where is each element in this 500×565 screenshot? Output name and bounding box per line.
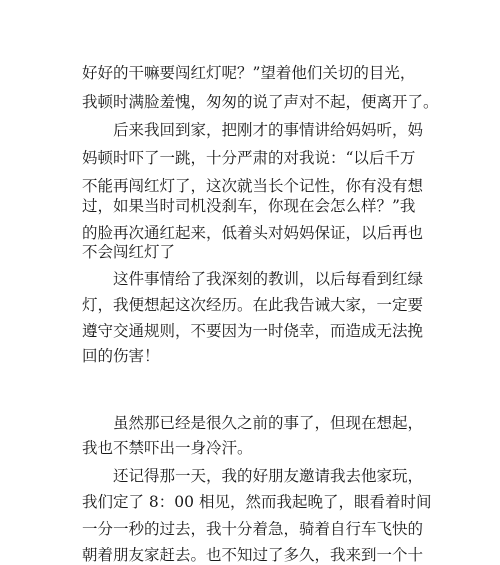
text-line: 朝着朋友家赶去。也不知过了多久，我来到一个十 xyxy=(82,546,424,564)
text-line: 虽然那已经是很久之前的事了，但现在想起， xyxy=(113,414,424,432)
text-line: 灯，我便想起这次经历。在此我告诫大家，一定要 xyxy=(82,296,424,314)
text-line: 一分一秒的过去，我十分着急，骑着自行车飞快的 xyxy=(82,520,424,538)
text-line: 回的伤害！ xyxy=(82,347,160,365)
text-line: 我们定了 8：00 相见，然而我起晚了，眼看着时间 xyxy=(82,493,432,511)
text-line: 我也不禁吓出一身冷汗。 xyxy=(82,439,253,457)
text-line: 好好的干嘛要闯红灯呢？”望着他们关切的目光， xyxy=(82,64,416,82)
text-line: 不会闯红灯了 xyxy=(82,243,176,261)
text-line: 还记得那一天，我的好朋友邀请我去他家玩， xyxy=(113,467,424,485)
text-line: 过，如果当时司机没刹车，你现在会怎么样？”我 xyxy=(82,197,416,215)
text-line: 后来我回到家，把刚才的事情讲给妈妈听，妈 xyxy=(113,121,424,139)
text-line: 我顿时满脸羞愧，匆匆的说了声对不起，便离开了。 xyxy=(82,93,439,111)
text-line: 妈顿时吓了一跳，十分严肃的对我说：“以后千万 xyxy=(82,149,416,167)
text-line: 不能再闯红灯了，这次就当长个记性，你有没有想 xyxy=(82,177,424,195)
text-line: 遵守交通规则，不要因为一时侥幸，而造成无法挽 xyxy=(82,322,424,340)
text-line: 这件事情给了我深刻的教训，以后每看到红绿 xyxy=(113,270,424,288)
text-line: 的脸再次通红起来，低着头对妈妈保证，以后再也 xyxy=(82,224,424,242)
